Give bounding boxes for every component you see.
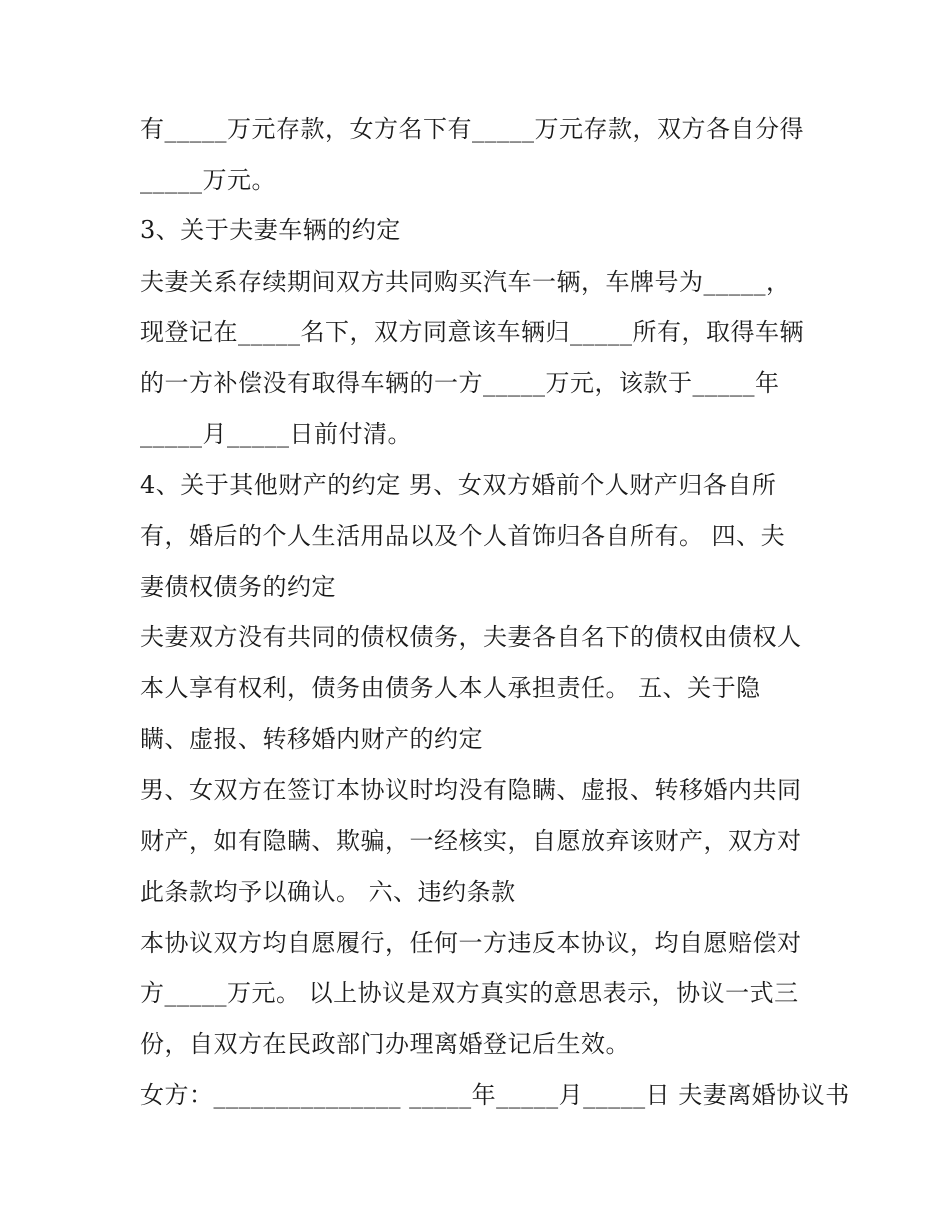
text-line: 的一方补偿没有取得车辆的一方_____万元，该款于_____年 (140, 369, 780, 397)
text-line: 份，自双方在民政部门办理离婚登记后生效。 (140, 1030, 630, 1058)
text-line: 妻债权债务的约定 (140, 573, 336, 601)
text-line: 本协议双方均自愿履行，任何一方违反本协议，均自愿赔偿对 (140, 929, 802, 957)
section-heading: 3、关于夫妻车辆的约定 (140, 216, 401, 244)
text-line: 男、女双方在签订本协议时均没有隐瞒、虚报、转移婚内共同 (140, 776, 802, 804)
text-line: 现登记在_____名下，双方同意该车辆归_____所有，取得车辆 (140, 318, 804, 346)
text-line: 财产，如有隐瞒、欺骗，一经核实，自愿放弃该财产，双方对 (140, 827, 802, 855)
text-line: 夫妻关系存续期间双方共同购买汽车一辆，车牌号为_____， (140, 268, 791, 296)
text-line: 此条款均予以确认。 六、违约条款 (140, 878, 516, 906)
text-line: 有_____万元存款，女方名下有_____万元存款，双方各自分得 (140, 115, 804, 143)
text-line: 夫妻双方没有共同的债权债务，夫妻各自名下的债权由债权人 (140, 623, 802, 651)
signature-line: 女方：_______________ _____年_____月_____日 夫妻离婚协议书 (140, 1081, 850, 1109)
text-line: 方_____万元。 以上协议是双方真实的意思表示，协议一式三 (140, 979, 799, 1007)
text-line: 本人享有权利，债务由债务人本人承担责任。 五、关于隐 (140, 674, 761, 702)
text-line: _____万元。 (140, 166, 276, 194)
text-line: 有，婚后的个人生活用品以及个人首饰归各自所有。 四、夫 (140, 522, 786, 550)
text-line: _____月_____日前付清。 (140, 420, 412, 448)
text-line: 瞒、虚报、转移婚内财产的约定 (140, 725, 483, 753)
section-heading: 4、关于其他财产的约定 男、女双方婚前个人财产归各自所 (140, 471, 777, 499)
